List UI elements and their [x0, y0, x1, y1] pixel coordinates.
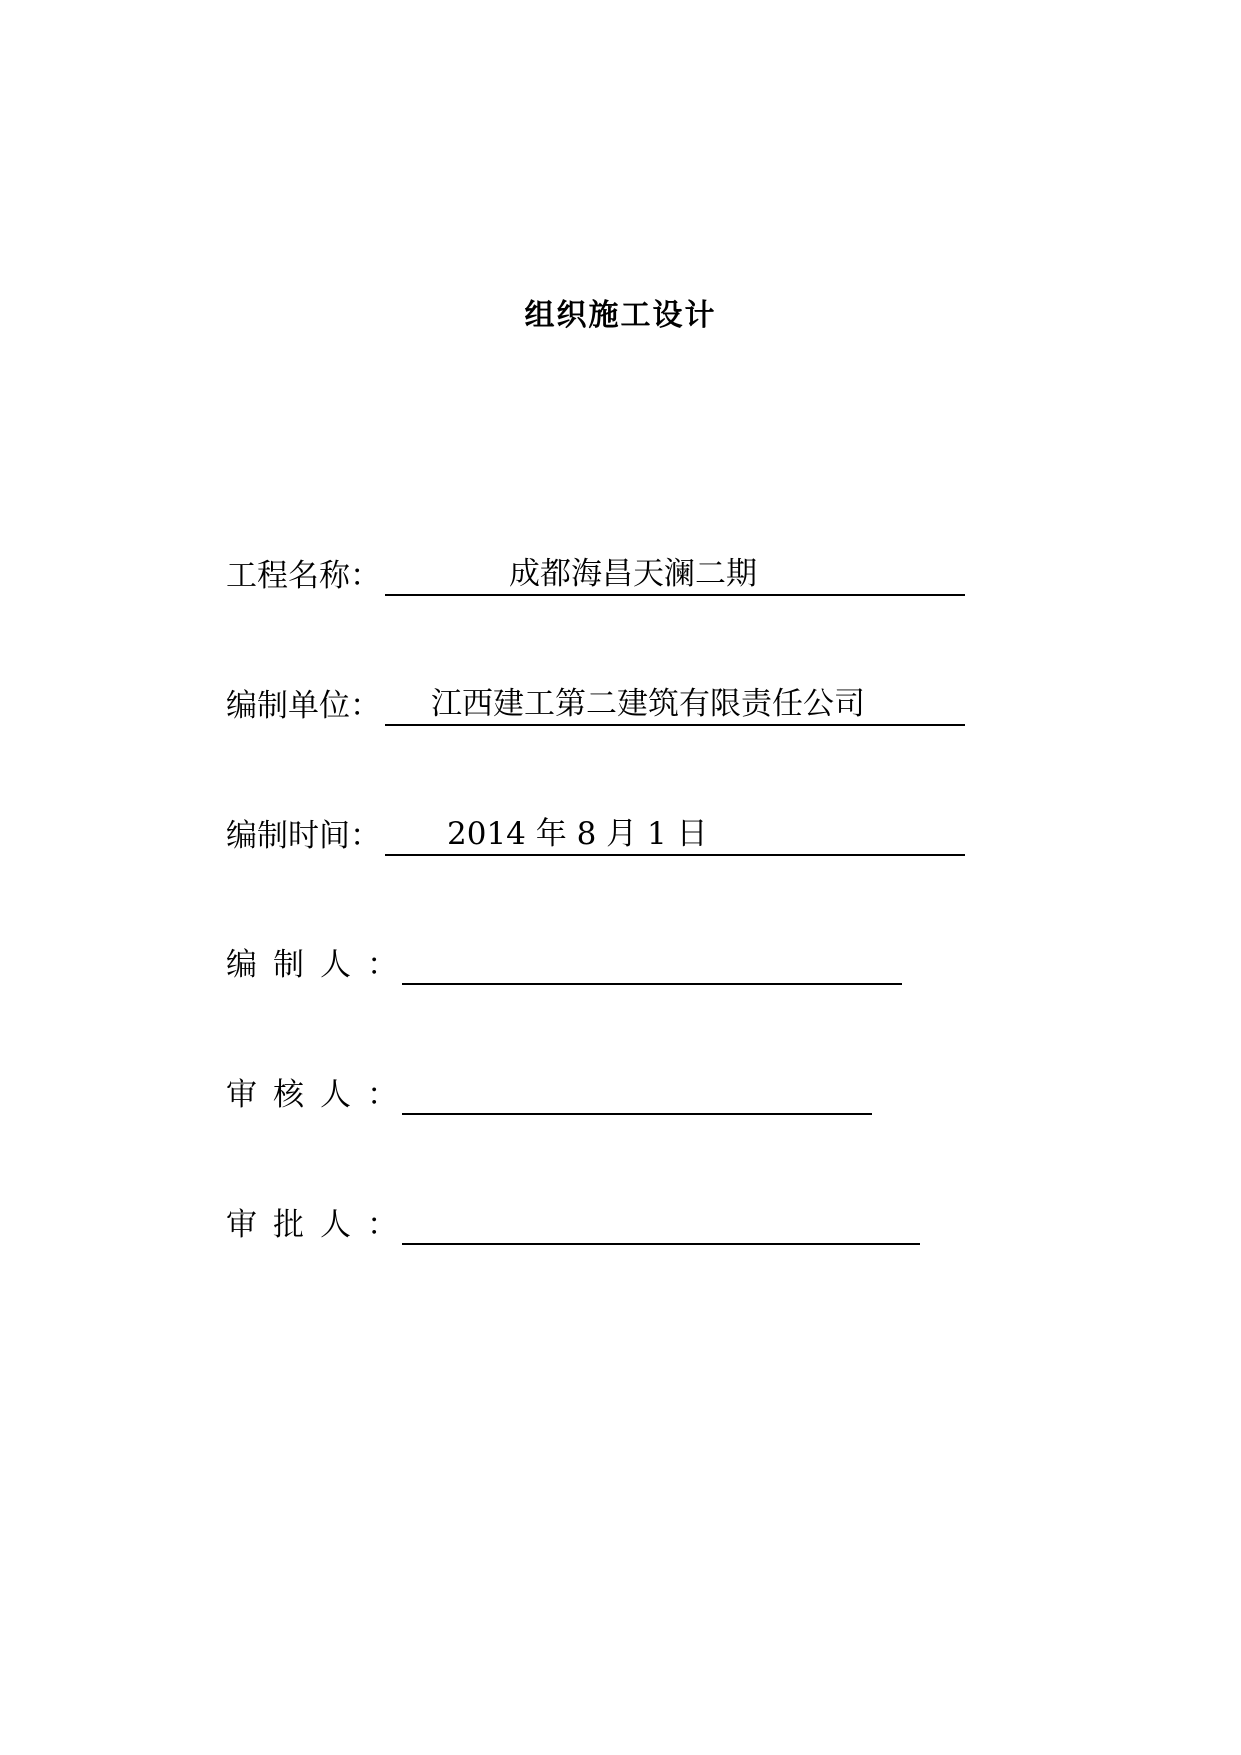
compiling-unit-row — [226, 682, 965, 726]
compiler-label-colon: ： — [367, 947, 398, 983]
approver-field[interactable] — [402, 1203, 920, 1245]
compiler-label-text: 编制人 — [226, 947, 367, 983]
compiling-date-label: 编制时间： — [226, 818, 381, 854]
document-title: 组织施工设计 — [524, 298, 717, 333]
compiling-unit-label: 编制单位： — [226, 688, 381, 724]
reviewer-row — [226, 1071, 872, 1115]
project-name-value: 成都海昌天澜二期 — [509, 556, 757, 592]
reviewer-label — [226, 1075, 398, 1115]
compiling-date-field[interactable] — [385, 814, 965, 856]
compiler-label — [226, 945, 398, 985]
approver-label-text: 审批人 — [226, 1207, 367, 1243]
compiler-row — [226, 941, 902, 985]
compiling-date-row — [226, 812, 965, 856]
reviewer-field[interactable] — [402, 1073, 872, 1115]
project-name-field[interactable] — [385, 554, 965, 596]
approver-label — [226, 1205, 398, 1245]
compiler-field[interactable] — [402, 943, 902, 985]
compiling-unit-field[interactable] — [385, 684, 965, 726]
project-name-label: 工程名称： — [226, 558, 381, 594]
approver-row — [226, 1201, 920, 1245]
approver-label-colon: ： — [367, 1207, 398, 1243]
compiling-date-value: 2014 年 8 月 1 日 — [447, 816, 708, 852]
reviewer-label-text: 审核人 — [226, 1077, 367, 1113]
project-name-row — [226, 552, 965, 596]
reviewer-label-colon: ： — [367, 1077, 398, 1113]
compiling-unit-value: 江西建工第二建筑有限责任公司 — [431, 686, 865, 722]
